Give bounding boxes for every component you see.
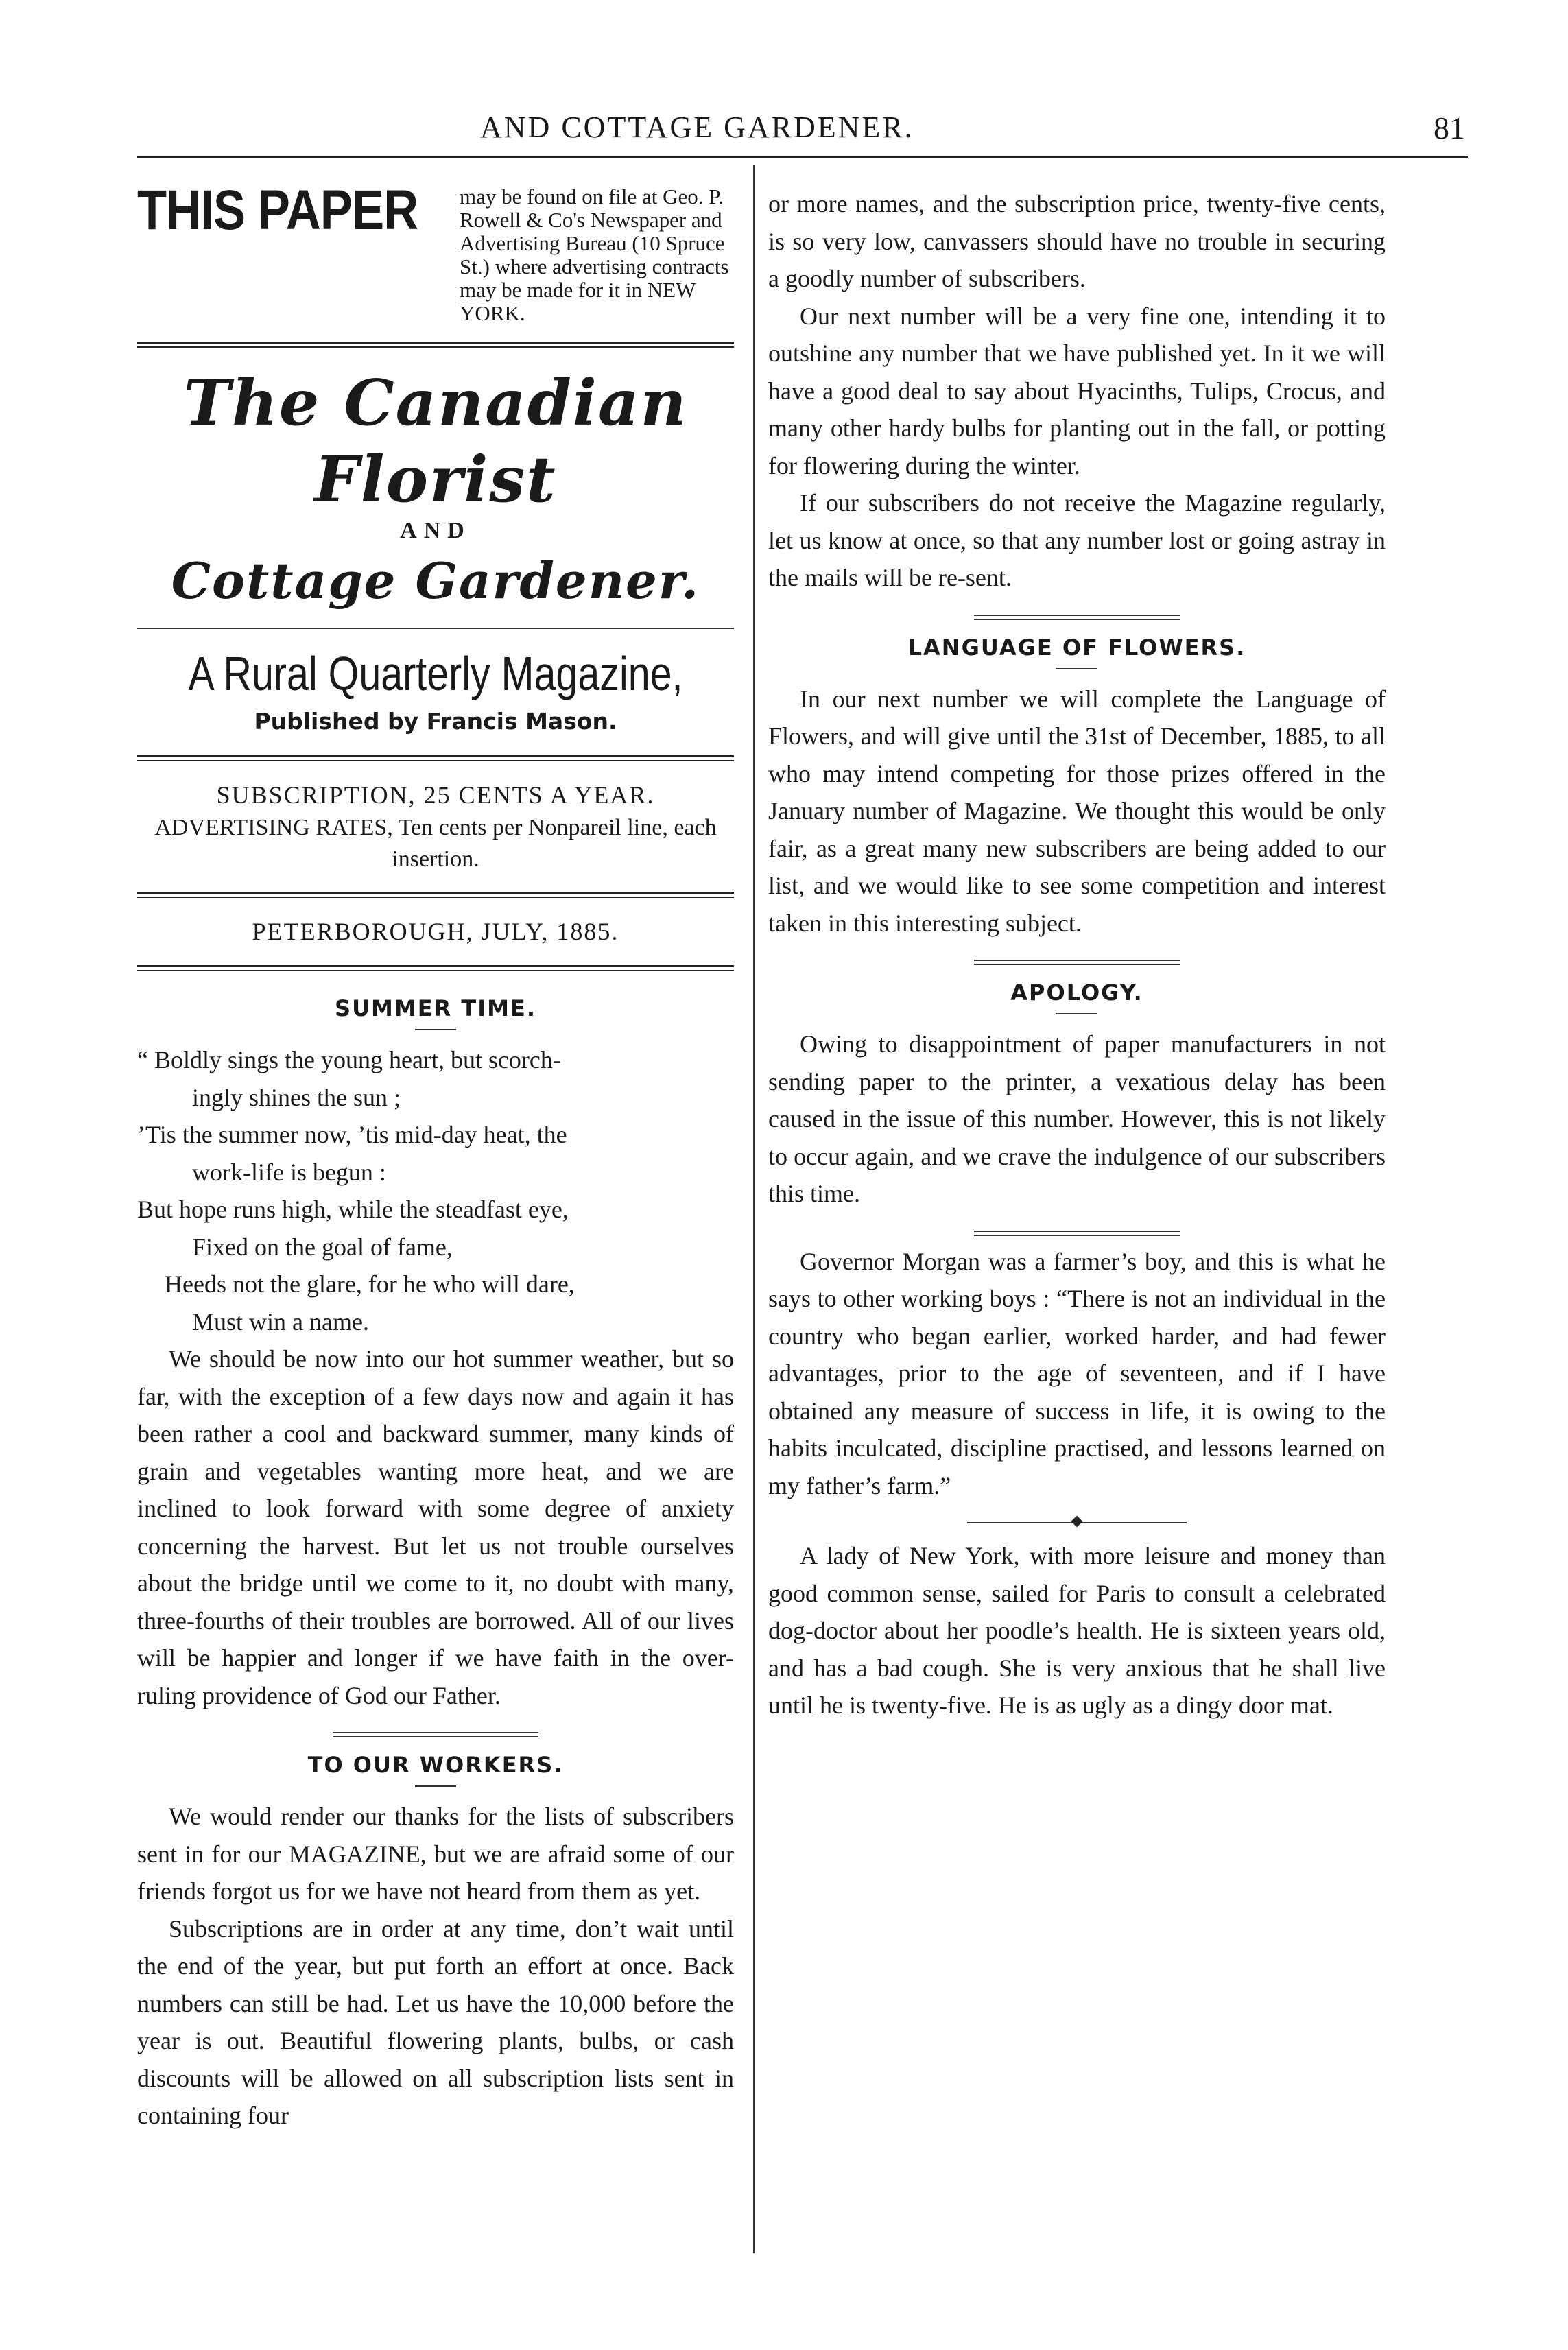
divider — [974, 615, 1180, 620]
section-title: LANGUAGE OF FLOWERS. — [907, 634, 1246, 661]
page-number: 81 — [1434, 110, 1465, 145]
this-paper-text: may be found on file at Geo. P. Rowell & Co's Newspaper and Advertising Bureau (10 Spruce St.) where advertising contracts may be made for it in NEW YORK. — [460, 185, 729, 325]
diamond-rule — [967, 1522, 1187, 1523]
poem-line: Fixed on the goal of fame, — [192, 1233, 453, 1261]
divider — [974, 1231, 1180, 1236]
left-column — [137, 179, 734, 2135]
paragraph: A lady of New York, with more leisure and money than good common sense, sailed for Paris to consult a celebrated dog-doctor about her poodle’s health. He is sixteen years old, and has a bad cough. She is very anxious that he shall live until he is twenty-five. He is as ugly as a dingy door mat. — [768, 1542, 1386, 1719]
short-rule — [1056, 668, 1097, 669]
diamond-ornament-icon — [1071, 1516, 1083, 1528]
poem-line: “ Boldly sings the young heart, but scorch- — [137, 1046, 561, 1073]
this-paper-heading: THIS PAPER — [137, 179, 418, 241]
poem — [137, 1041, 734, 1340]
poem-line: Heeds not the glare, for he who will dare, — [165, 1270, 575, 1298]
section-title: TO OUR WORKERS. — [307, 1752, 564, 1778]
divider — [137, 755, 734, 761]
paragraph: Owing to disappointment of paper manufacturers in not sending paper to the printer, a vexatious delay has been caused in the issue of this number. However, this is not likely to occur again, and we crave the indulgence of our subscribers this time. — [768, 1030, 1386, 1207]
divider — [974, 960, 1180, 965]
this-paper-notice — [137, 179, 734, 325]
poem-line: work-life is begun : — [192, 1158, 386, 1186]
poem-line: ingly shines the sun ; — [192, 1083, 401, 1111]
right-column — [768, 185, 1386, 1724]
poem-line: Must win a name. — [192, 1307, 369, 1336]
short-rule — [1056, 1013, 1097, 1014]
divider — [137, 965, 734, 971]
header-rule — [137, 156, 1468, 158]
divider — [137, 628, 734, 629]
poem-line: ’Tis the summer now, ’tis mid-day heat, the — [137, 1121, 567, 1148]
paragraph: Subscriptions are in order at any time, don’t wait until the end of the year, but put forth an effort at once. Back numbers can still be had. Let us have the 10,000 before the year is out. Beautiful flowering plants, bulbs, or cash discounts will be allowed on all subscription lists sent in containing four — [137, 1914, 734, 2129]
paragraph: We should be now into our hot summer weather, but so far, with the exception of a few days now and again it has been rather a cool and backward summer, many kinds of grain and vegetables wanting more heat, and we are inclined to look forward with some degree of anxiety concerning the harvest. But let us not trouble ourselves about the bridge until we come to it, no doubt with many, three-fourths of their troubles are borrowed. All of our lives will be happier and longer if we have faith in the over-ruling providence of God our Father. — [137, 1345, 734, 1709]
paragraph: Governor Morgan was a farmer’s boy, and this is what he says to other working boys : “There is not an individual in the country who began earlier, worked harder, and had fewer advantages, prior to the age of seventeen, and if I have obtained any measure of success in life, it is owing to the habits inculcated, discipline practised, and lessons learned on my father’s farm.” — [768, 1247, 1386, 1499]
magazine-description: A Rural Quarterly Magazine, — [188, 647, 683, 700]
masthead-title: The Canadian Florist — [183, 366, 688, 517]
publisher: Published by Francis Mason. — [254, 708, 617, 735]
advertising-rates: ADVERTISING RATES, Ten cents per Nonpareil line, each insertion. — [154, 815, 717, 872]
masthead-subtitle: Cottage Gardener. — [171, 551, 700, 610]
divider — [333, 1732, 538, 1737]
subscription-price: SUBSCRIPTION, 25 CENTS A YEAR. — [216, 781, 655, 809]
short-rule — [415, 1029, 456, 1030]
short-rule — [415, 1785, 456, 1787]
running-header: AND COTTAGE GARDENER. — [480, 110, 914, 144]
paragraph: or more names, and the subscription price, twenty-five cents, is so very low, canvassers should have no trouble in securing a goodly number of subscribers. — [768, 190, 1386, 292]
column-divider — [753, 165, 755, 2253]
paragraph: We would render our thanks for the lists of subscribers sent in for our MAGAZINE, but we are afraid some of our friends forgot us for we have not heard from them as yet. — [137, 1803, 734, 1905]
paragraph: In our next number we will complete the Language of Flowers, and will give until the 31st of December, 1885, to all who may intend competing for those prizes offered in the January number of Magazine. We thought this would be only fair, as a great many new subscribers are being added to our list, and we would like to see some competition and interest taken in this interesting subject. — [768, 685, 1386, 937]
paragraph: Our next number will be a very fine one, intending it to outshine any number that we have published yet. In it we will have a good deal to say about Hyacinths, Tulips, Crocus, and many other hardy bulbs for planting out in the fall, or potting for flowering during the winter. — [768, 302, 1386, 479]
masthead-and: AND — [400, 518, 471, 543]
section-title: APOLOGY. — [1010, 980, 1143, 1006]
divider — [137, 892, 734, 898]
divider — [137, 342, 734, 348]
paragraph: If our subscribers do not receive the Magazine regularly, let us know at once, so that any number lost or going astray in the mails will be re-sent. — [768, 489, 1386, 591]
section-title: SUMMER TIME. — [335, 995, 536, 1021]
poem-line: But hope runs high, while the steadfast eye, — [137, 1196, 569, 1223]
dateline: PETERBOROUGH, JULY, 1885. — [252, 918, 619, 945]
